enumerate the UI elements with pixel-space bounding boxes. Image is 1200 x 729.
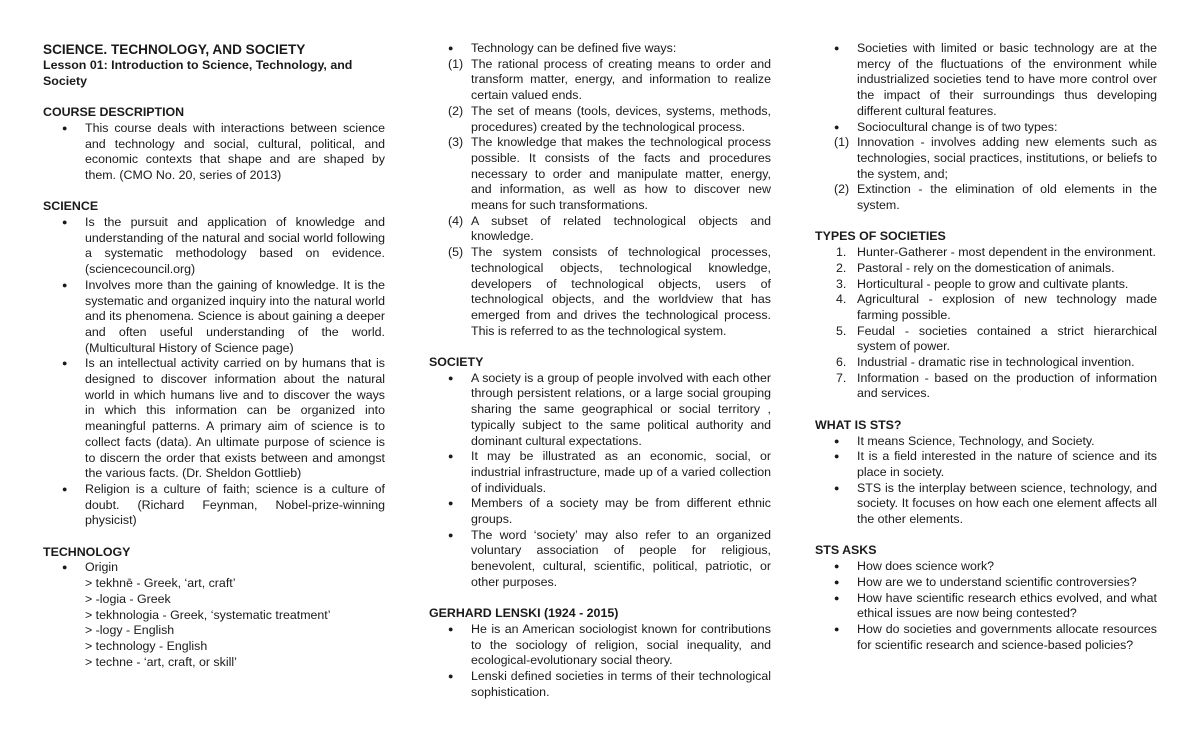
column-2 [429, 41, 771, 701]
types-of-societies-heading: TYPES OF SOCIETIES [815, 229, 946, 244]
technology-origin-list [43, 560, 385, 576]
list-item: ● How have scientific research ethics evolved, and what ethical issues are now being contested? [815, 591, 1157, 622]
list-item: ● It is a field interested in the nature of science and its place in society. [815, 449, 1157, 480]
item-text: The set of means (tools, devices, systems, methods, procedures) created by the technological process. [471, 103, 771, 134]
item-text: Information - based on the production of information and services. [857, 370, 1157, 401]
what-is-sts-list [815, 434, 1157, 528]
list-item: ● He is an American sociologist known for contributions to the sociology of religion, social inequality, and ecological-evolutionary social theory. [429, 622, 771, 669]
origin-line: > techne - ‘art, craft, or skill’ [85, 654, 237, 669]
item-text: The knowledge that makes the technological process possible. It consists of the facts and procedures necessary to order and manipulate matter, energy, and information, as well as how to discover new means for such transformations. [471, 135, 771, 213]
item-number: 1. [836, 245, 847, 260]
item-number: (3) [448, 135, 464, 150]
course-description-list [43, 121, 385, 184]
list-item: ● Lenski defined societies in terms of their technological sophistication. [429, 669, 771, 700]
definition-item [429, 245, 771, 339]
item-text: A subset of related technological objects and knowledge. [471, 213, 771, 244]
item-text: Extinction - the elimination of old elements in the system. [857, 182, 1157, 213]
item-text: The rational process of creating means to order and transform matter, energy, and information to realize certain valued ends. [471, 56, 771, 103]
list-item: ● Sociocultural change is of two types: [815, 120, 1157, 136]
item-number: 2. [836, 260, 847, 275]
society-type-item [815, 277, 1157, 293]
origin-line: > tekhnē - Greek, ‘art, craft’ [85, 576, 236, 591]
origin-line: > -logia - Greek [85, 591, 171, 606]
column-3 [815, 41, 1157, 653]
item-text: The system consists of technological processes, technological objects, technological knowledge, developers of technological objects, users of technological objects, and the worldview that has emerged from and drives the technological process. This is referred to as the technological system. [471, 245, 771, 338]
item-number: (5) [448, 245, 464, 260]
document-title: SCIENCE. TECHNOLOGY, AND SOCIETY [43, 42, 306, 57]
item-number: 3. [836, 276, 847, 291]
lenski-heading: GERHARD LENSKI (1924 - 2015) [429, 606, 619, 621]
item-text: Agricultural - explosion of new technology made farming possible. [857, 292, 1157, 322]
column-1 [43, 41, 385, 670]
item-number: 5. [836, 323, 847, 338]
lenski-list [429, 622, 771, 701]
society-heading: SOCIETY [429, 355, 484, 370]
origin-line: > tekhnologia - Greek, ‘systematic treatment’ [85, 607, 331, 622]
society-type-item [815, 355, 1157, 371]
item-text: Industrial - dramatic rise in technological invention. [857, 355, 1135, 370]
technology-definitions-intro [429, 41, 771, 57]
item-number: 6. [836, 355, 847, 370]
item-number: (2) [448, 103, 464, 118]
lenski-list-continued [815, 41, 1157, 135]
list-item: ● Members of a society may be from different ethnic groups. [429, 496, 771, 527]
definition-item [429, 214, 771, 245]
item-number: (1) [448, 56, 464, 71]
origin-line: > -logy - English [85, 623, 175, 638]
origin-label: ● Origin [43, 560, 385, 576]
change-types-list [815, 135, 1157, 214]
sts-asks-list [815, 559, 1157, 653]
change-type-item [815, 135, 1157, 182]
definition-item [429, 135, 771, 214]
item-number: (2) [834, 182, 850, 197]
lesson-subtitle: Lesson 01: Introduction to Science, Technology, and Society [43, 58, 353, 88]
list-item: ● Technology can be defined five ways: [429, 41, 771, 57]
list-item: ● A society is a group of people involved with each other through persistent relations, or a large social grouping sharing the same geographical or social territory , typically subject to the same political authority and dominant cultural expectations. [429, 371, 771, 450]
society-type-item [815, 261, 1157, 277]
society-type-item [815, 324, 1157, 355]
course-description-heading: COURSE DESCRIPTION [43, 105, 185, 120]
change-type-item [815, 182, 1157, 213]
list-item: ● This course deals with interactions between science and technology and social, cultural, political, and economic contexts that shape and are shaped by them. (CMO No. 20, series of 2013) [43, 121, 385, 184]
society-type-item [815, 245, 1157, 261]
item-text: Innovation - involves adding new elements such as technologies, social practices, institutions, or beliefs to the system, and; [857, 135, 1157, 181]
item-text: Hunter-Gatherer - most dependent in the environment. [857, 245, 1156, 260]
item-number: (1) [834, 135, 850, 150]
item-number: 4. [836, 292, 847, 307]
society-type-item [815, 292, 1157, 323]
list-item: ● Involves more than the gaining of knowledge. It is the systematic and organized inquiry into the natural world and its phenomena. Science is about gaining a deeper and often useful understanding of the world. (Multicultural History of Science page) [43, 278, 385, 357]
list-item: ● How does science work? [815, 559, 1157, 575]
types-of-societies-list [815, 245, 1157, 402]
science-list [43, 215, 385, 529]
item-text: Pastoral - rely on the domestication of animals. [857, 260, 1115, 275]
origin-line: > technology - English [85, 638, 208, 653]
list-item: ● It means Science, Technology, and Society. [815, 434, 1157, 450]
technology-definitions-list [429, 57, 771, 340]
list-item: ● The word ‘society’ may also refer to an organized voluntary association of people for religious, benevolent, cultural, scientific, political, patriotic, or other purposes. [429, 528, 771, 591]
definition-item [429, 57, 771, 104]
list-item: ● STS is the interplay between science, technology, and society. It focuses on how each one element affects all the other elements. [815, 481, 1157, 528]
list-item: ● Societies with limited or basic technology are at the mercy of the fluctuations of the environment while industrialized societies tend to have more control over the impact of their surroundings thus developing different cultural features. [815, 41, 1157, 120]
item-text: Feudal - societies contained a strict hierarchical system of power. [857, 323, 1157, 354]
society-type-item [815, 371, 1157, 402]
item-number: (4) [448, 213, 464, 228]
list-item: ● How are we to understand scientific controversies? [815, 575, 1157, 591]
society-list [429, 371, 771, 591]
what-is-sts-heading: WHAT IS STS? [815, 417, 902, 432]
sts-asks-heading: STS ASKS [815, 543, 877, 558]
list-item: ● Religion is a culture of faith; science is a culture of doubt. (Richard Feynman, Nobel-prize-winning physicist) [43, 482, 385, 529]
list-item: ● Is an intellectual activity carried on by humans that is designed to discover information about the natural world in which humans live and to discover the ways in which this information can be organized into meaningful patterns. A primary aim of science is to collect facts (data). An ultimate purpose of science is to discern the order that exists between and amongst the various facts. (Dr. Sheldon Gottlieb) [43, 356, 385, 482]
technology-heading: TECHNOLOGY [43, 544, 131, 559]
list-item: ● It may be illustrated as an economic, social, or industrial infrastructure, made up of a varied collection of individuals. [429, 449, 771, 496]
list-item: ● How do societies and governments allocate resources for scientific research and science-based policies? [815, 622, 1157, 653]
science-heading: SCIENCE [43, 199, 99, 214]
list-item: ● Is the pursuit and application of knowledge and understanding of the natural and social world following a systematic methodology based on evidence. (sciencecouncil.org) [43, 215, 385, 278]
item-number: 7. [836, 370, 847, 385]
item-text: Horticultural - people to grow and cultivate plants. [857, 276, 1129, 291]
definition-item [429, 104, 771, 135]
